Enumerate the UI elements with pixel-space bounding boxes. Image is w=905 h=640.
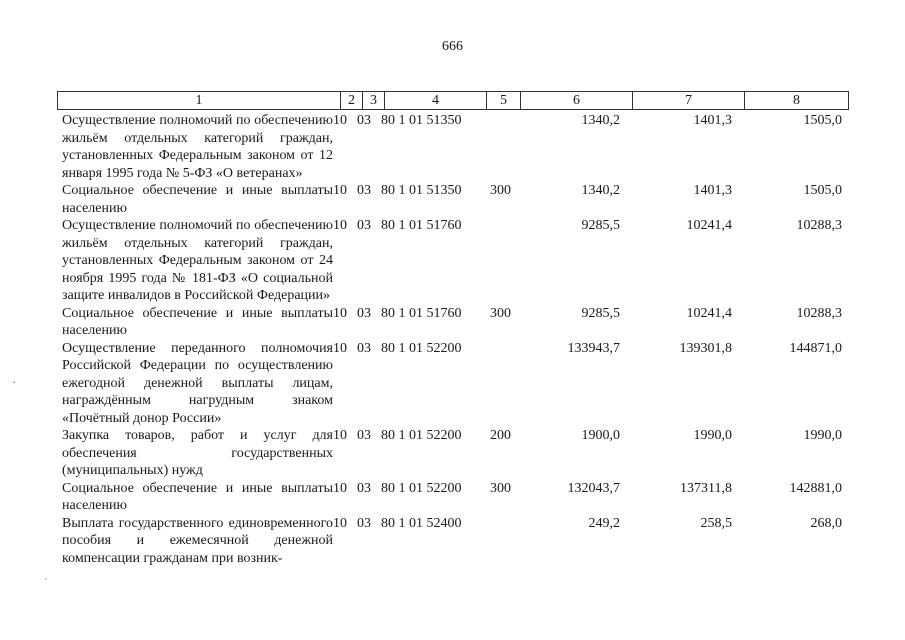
row-section: 10 bbox=[333, 340, 347, 356]
header-col-7: 7 bbox=[633, 92, 745, 110]
row-target-code: 80 1 01 52200 bbox=[381, 340, 462, 356]
row-amount-col8: 268,0 bbox=[810, 515, 842, 531]
row-section: 10 bbox=[333, 480, 347, 496]
row-amount-col6: 132043,7 bbox=[567, 480, 620, 496]
row-amount-col8: 1505,0 bbox=[803, 183, 842, 198]
row-section: 10 bbox=[333, 113, 347, 128]
table-row bbox=[62, 427, 848, 480]
table-row bbox=[62, 182, 848, 217]
row-amount-col7: 10241,4 bbox=[686, 305, 732, 321]
header-col-4: 4 bbox=[385, 92, 487, 110]
budget-table-body bbox=[62, 112, 848, 567]
row-target-code: 80 1 01 51350 bbox=[381, 113, 462, 128]
row-amount-col7: 137311,8 bbox=[680, 480, 732, 496]
column-header-row bbox=[57, 91, 849, 110]
row-description: Закупка товаров, работ и услуг для обеспечения государственных (муниципальных) нужд bbox=[62, 428, 333, 478]
row-amount-col8: 1505,0 bbox=[803, 113, 842, 128]
header-col-3: 3 bbox=[363, 92, 385, 110]
row-description: Выплата государственного единовременного пособия и ежемесячной денежной компенсации гражданам при возник- bbox=[62, 515, 333, 566]
row-amount-col8: 1990,0 bbox=[803, 428, 842, 443]
table-row bbox=[62, 515, 848, 568]
row-amount-col7: 1401,3 bbox=[693, 183, 732, 198]
row-target-code: 80 1 01 52200 bbox=[381, 428, 462, 443]
row-amount-col7: 139301,8 bbox=[679, 340, 732, 356]
header-col-8: 8 bbox=[745, 92, 849, 110]
scan-speck: · bbox=[12, 375, 16, 389]
row-amount-col6: 9285,5 bbox=[581, 218, 620, 233]
row-amount-col8: 142881,0 bbox=[789, 480, 842, 496]
row-section: 10 bbox=[333, 183, 347, 198]
row-subsection: 03 bbox=[357, 515, 371, 531]
row-description: Осуществление полномочий по обеспечению жильём отдельных категорий граждан, установленных Федеральным законом от 24 ноября 1995 года № 181-ФЗ «О социальной защите инвалидов в Российской Федерации» bbox=[62, 218, 333, 303]
row-target-code: 80 1 01 51760 bbox=[381, 305, 462, 321]
row-amount-col8: 144871,0 bbox=[789, 340, 842, 356]
page-number: 666 bbox=[442, 39, 463, 54]
row-description: Социальное обеспечение и иные выплаты населению bbox=[62, 183, 333, 216]
row-amount-col7: 258,5 bbox=[700, 515, 732, 531]
row-target-code: 80 1 01 51350 bbox=[381, 183, 462, 198]
header-col-2: 2 bbox=[341, 92, 363, 110]
row-amount-col6: 1340,2 bbox=[581, 113, 620, 128]
row-description: Социальное обеспечение и иные выплаты населению bbox=[62, 305, 333, 338]
row-expense-type: 200 bbox=[490, 428, 511, 443]
header-col-6: 6 bbox=[521, 92, 633, 110]
row-subsection: 03 bbox=[357, 340, 371, 356]
row-amount-col7: 1401,3 bbox=[693, 113, 732, 128]
row-expense-type: 300 bbox=[490, 183, 511, 198]
row-subsection: 03 bbox=[357, 428, 371, 443]
row-subsection: 03 bbox=[357, 305, 371, 321]
row-amount-col6: 133943,7 bbox=[567, 340, 620, 356]
row-description: Осуществление полномочий по обеспечению жильём отдельных категорий граждан, установленных Федеральным законом от 12 января 1995 года № 5-ФЗ «О ветеранах» bbox=[62, 113, 333, 181]
row-description: Социальное обеспечение и иные выплаты населению bbox=[62, 480, 333, 513]
row-section: 10 bbox=[333, 515, 347, 531]
table-row bbox=[62, 112, 848, 182]
row-section: 10 bbox=[333, 428, 347, 443]
row-subsection: 03 bbox=[357, 480, 371, 496]
row-subsection: 03 bbox=[357, 183, 371, 198]
row-subsection: 03 bbox=[357, 113, 371, 128]
row-section: 10 bbox=[333, 218, 347, 233]
row-description: Осуществление переданного полномочия Российской Федерации по осуществлению ежегодной денежной выплаты лицам, награждённым нагрудным знаком «Почётный донор России» bbox=[62, 340, 333, 426]
row-section: 10 bbox=[333, 305, 347, 321]
row-amount-col7: 1990,0 bbox=[693, 428, 732, 443]
row-expense-type: 300 bbox=[490, 480, 511, 496]
row-amount-col7: 10241,4 bbox=[686, 218, 732, 233]
table-row bbox=[62, 480, 848, 515]
row-subsection: 03 bbox=[357, 218, 371, 233]
row-amount-col6: 249,2 bbox=[588, 515, 620, 531]
row-target-code: 80 1 01 52400 bbox=[381, 515, 462, 531]
table-row bbox=[62, 340, 848, 428]
table-row bbox=[62, 217, 848, 305]
row-target-code: 80 1 01 52200 bbox=[381, 480, 462, 496]
row-amount-col6: 1340,2 bbox=[581, 183, 620, 198]
row-amount-col6: 1900,0 bbox=[581, 428, 620, 443]
table-row bbox=[62, 305, 848, 340]
row-target-code: 80 1 01 51760 bbox=[381, 218, 462, 233]
row-amount-col8: 10288,3 bbox=[796, 305, 842, 321]
row-amount-col6: 9285,5 bbox=[581, 305, 620, 321]
header-col-1: 1 bbox=[58, 92, 341, 110]
scan-speck: ˙ bbox=[44, 575, 48, 589]
row-expense-type: 300 bbox=[490, 305, 511, 321]
header-col-5: 5 bbox=[487, 92, 521, 110]
row-amount-col8: 10288,3 bbox=[796, 218, 842, 233]
